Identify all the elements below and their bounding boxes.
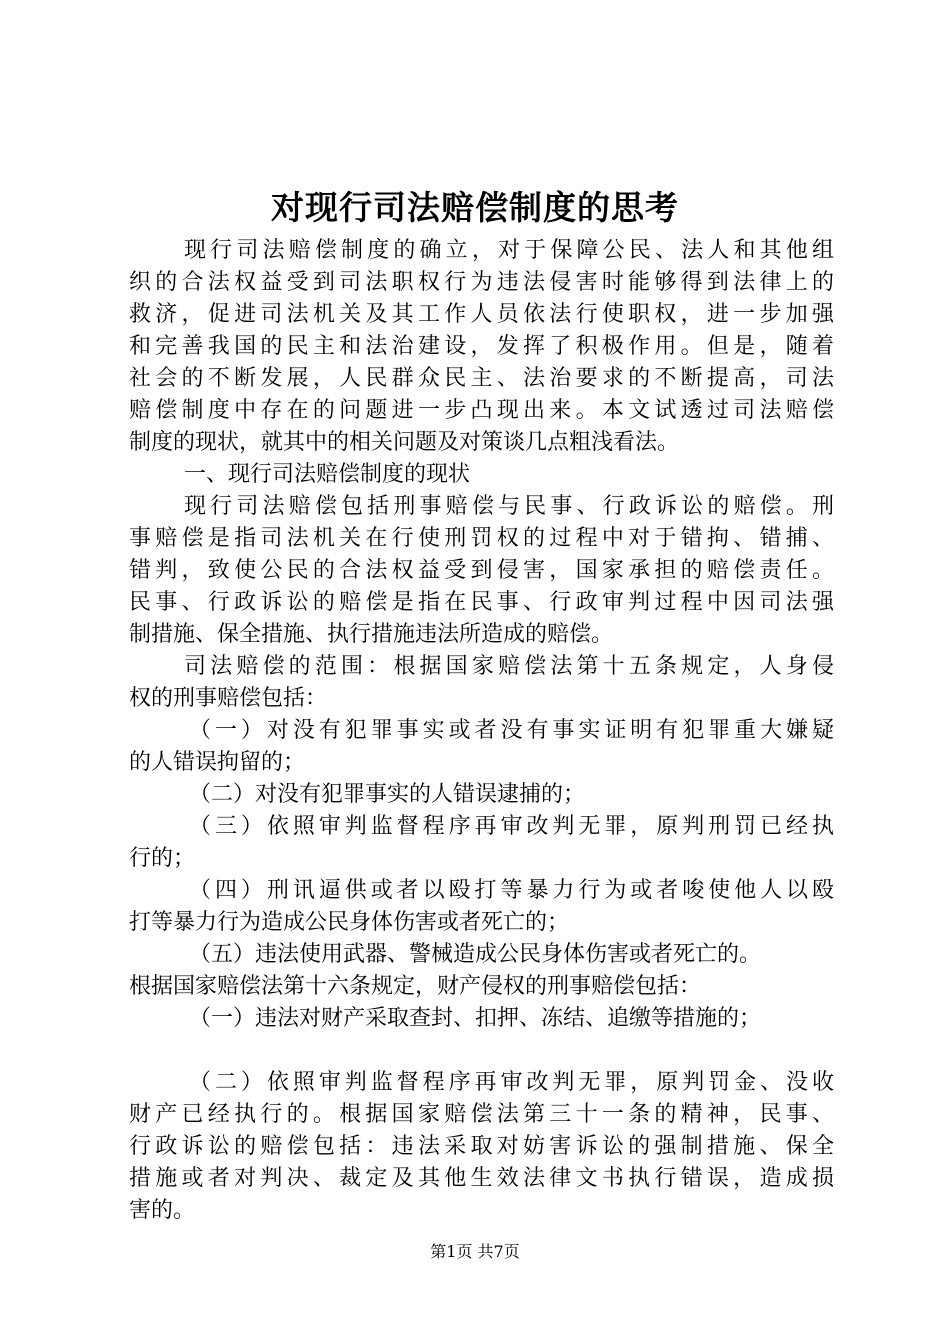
list-item-line: 的人错误拘留的； <box>129 750 306 775</box>
text-line: 赔偿制度中存在的问题进一步凸现出来。本文试透过司法赔偿 <box>129 398 834 423</box>
list-item-line: （一）对没有犯罪事实或者没有事实证明有犯罪重大嫌疑 <box>189 718 834 743</box>
text-line: 根据国家赔偿法第十六条规定，财产侵权的刑事赔偿包括： <box>129 974 702 999</box>
list-item-line: （二）依照审判监督程序再审改判无罪，原判罚金、没收 <box>189 1070 834 1095</box>
text-line: 害的。 <box>129 1198 196 1223</box>
text-line: 司法赔偿的范围：根据国家赔偿法第十五条规定，人身侵 <box>184 654 834 679</box>
text-line: 制度的现状，就其中的相关问题及对策谈几点粗浅看法。 <box>129 430 680 455</box>
text-line: 行政诉讼的赔偿包括：违法采取对妨害诉讼的强制措施、保全 <box>129 1134 834 1159</box>
document-title: 对现行司法赔偿制度的思考 <box>271 188 679 227</box>
text-line: 和完善我国的民主和法治建设，发挥了积极作用。但是，随着 <box>129 334 834 359</box>
list-item-line: （二）对没有犯罪事实的人错误逮捕的； <box>189 782 586 807</box>
text-line: 财产已经执行的。根据国家赔偿法第三十一条的精神，民事、 <box>129 1102 834 1127</box>
text-line: 权的刑事赔偿包括： <box>129 686 328 711</box>
list-item-line: 行的； <box>129 846 196 871</box>
text-line: 社会的不断发展，人民群众民主、法治要求的不断提高，司法 <box>129 366 834 391</box>
text-line: 救济，促进司法机关及其工作人员依法行使职权，进一步加强 <box>129 302 834 327</box>
page-footer: 第1页 共7页 <box>430 1242 520 1261</box>
text-line: 措施或者对判决、裁定及其他生效法律文书执行错误，造成损 <box>129 1166 834 1191</box>
text-line: 事赔偿是指司法机关在行使刑罚权的过程中对于错拘、错捕、 <box>129 526 834 551</box>
list-item-line: 打等暴力行为造成公民身体伤害或者死亡的； <box>129 910 570 935</box>
text-line: 现行司法赔偿制度的确立，对于保障公民、法人和其他组 <box>184 238 834 263</box>
blank-line <box>129 1035 834 1067</box>
list-item-line: （五）违法使用武器、警械造成公民身体伤害或者死亡的。 <box>189 942 762 967</box>
document-body <box>129 235 834 1227</box>
text-line: 错判，致使公民的合法权益受到侵害，国家承担的赔偿责任。 <box>129 558 834 583</box>
list-item-line: （四）刑讯逼供或者以殴打等暴力行为或者唆使他人以殴 <box>189 878 834 903</box>
section-heading: 一、现行司法赔偿制度的现状 <box>184 462 471 487</box>
list-item-line: （三）依照审判监督程序再审改判无罪，原判刑罚已经执 <box>189 814 834 839</box>
text-line: 织的合法权益受到司法职权行为违法侵害时能够得到法律上的 <box>129 270 834 295</box>
list-item-line: （一）违法对财产采取查封、扣押、冻结、追缴等措施的； <box>189 1006 762 1031</box>
text-line: 制措施、保全措施、执行措施违法所造成的赔偿。 <box>129 622 614 647</box>
text-line: 民事、行政诉讼的赔偿是指在民事、行政审判过程中因司法强 <box>129 590 834 615</box>
text-line: 现行司法赔偿包括刑事赔偿与民事、行政诉讼的赔偿。刑 <box>184 494 834 519</box>
